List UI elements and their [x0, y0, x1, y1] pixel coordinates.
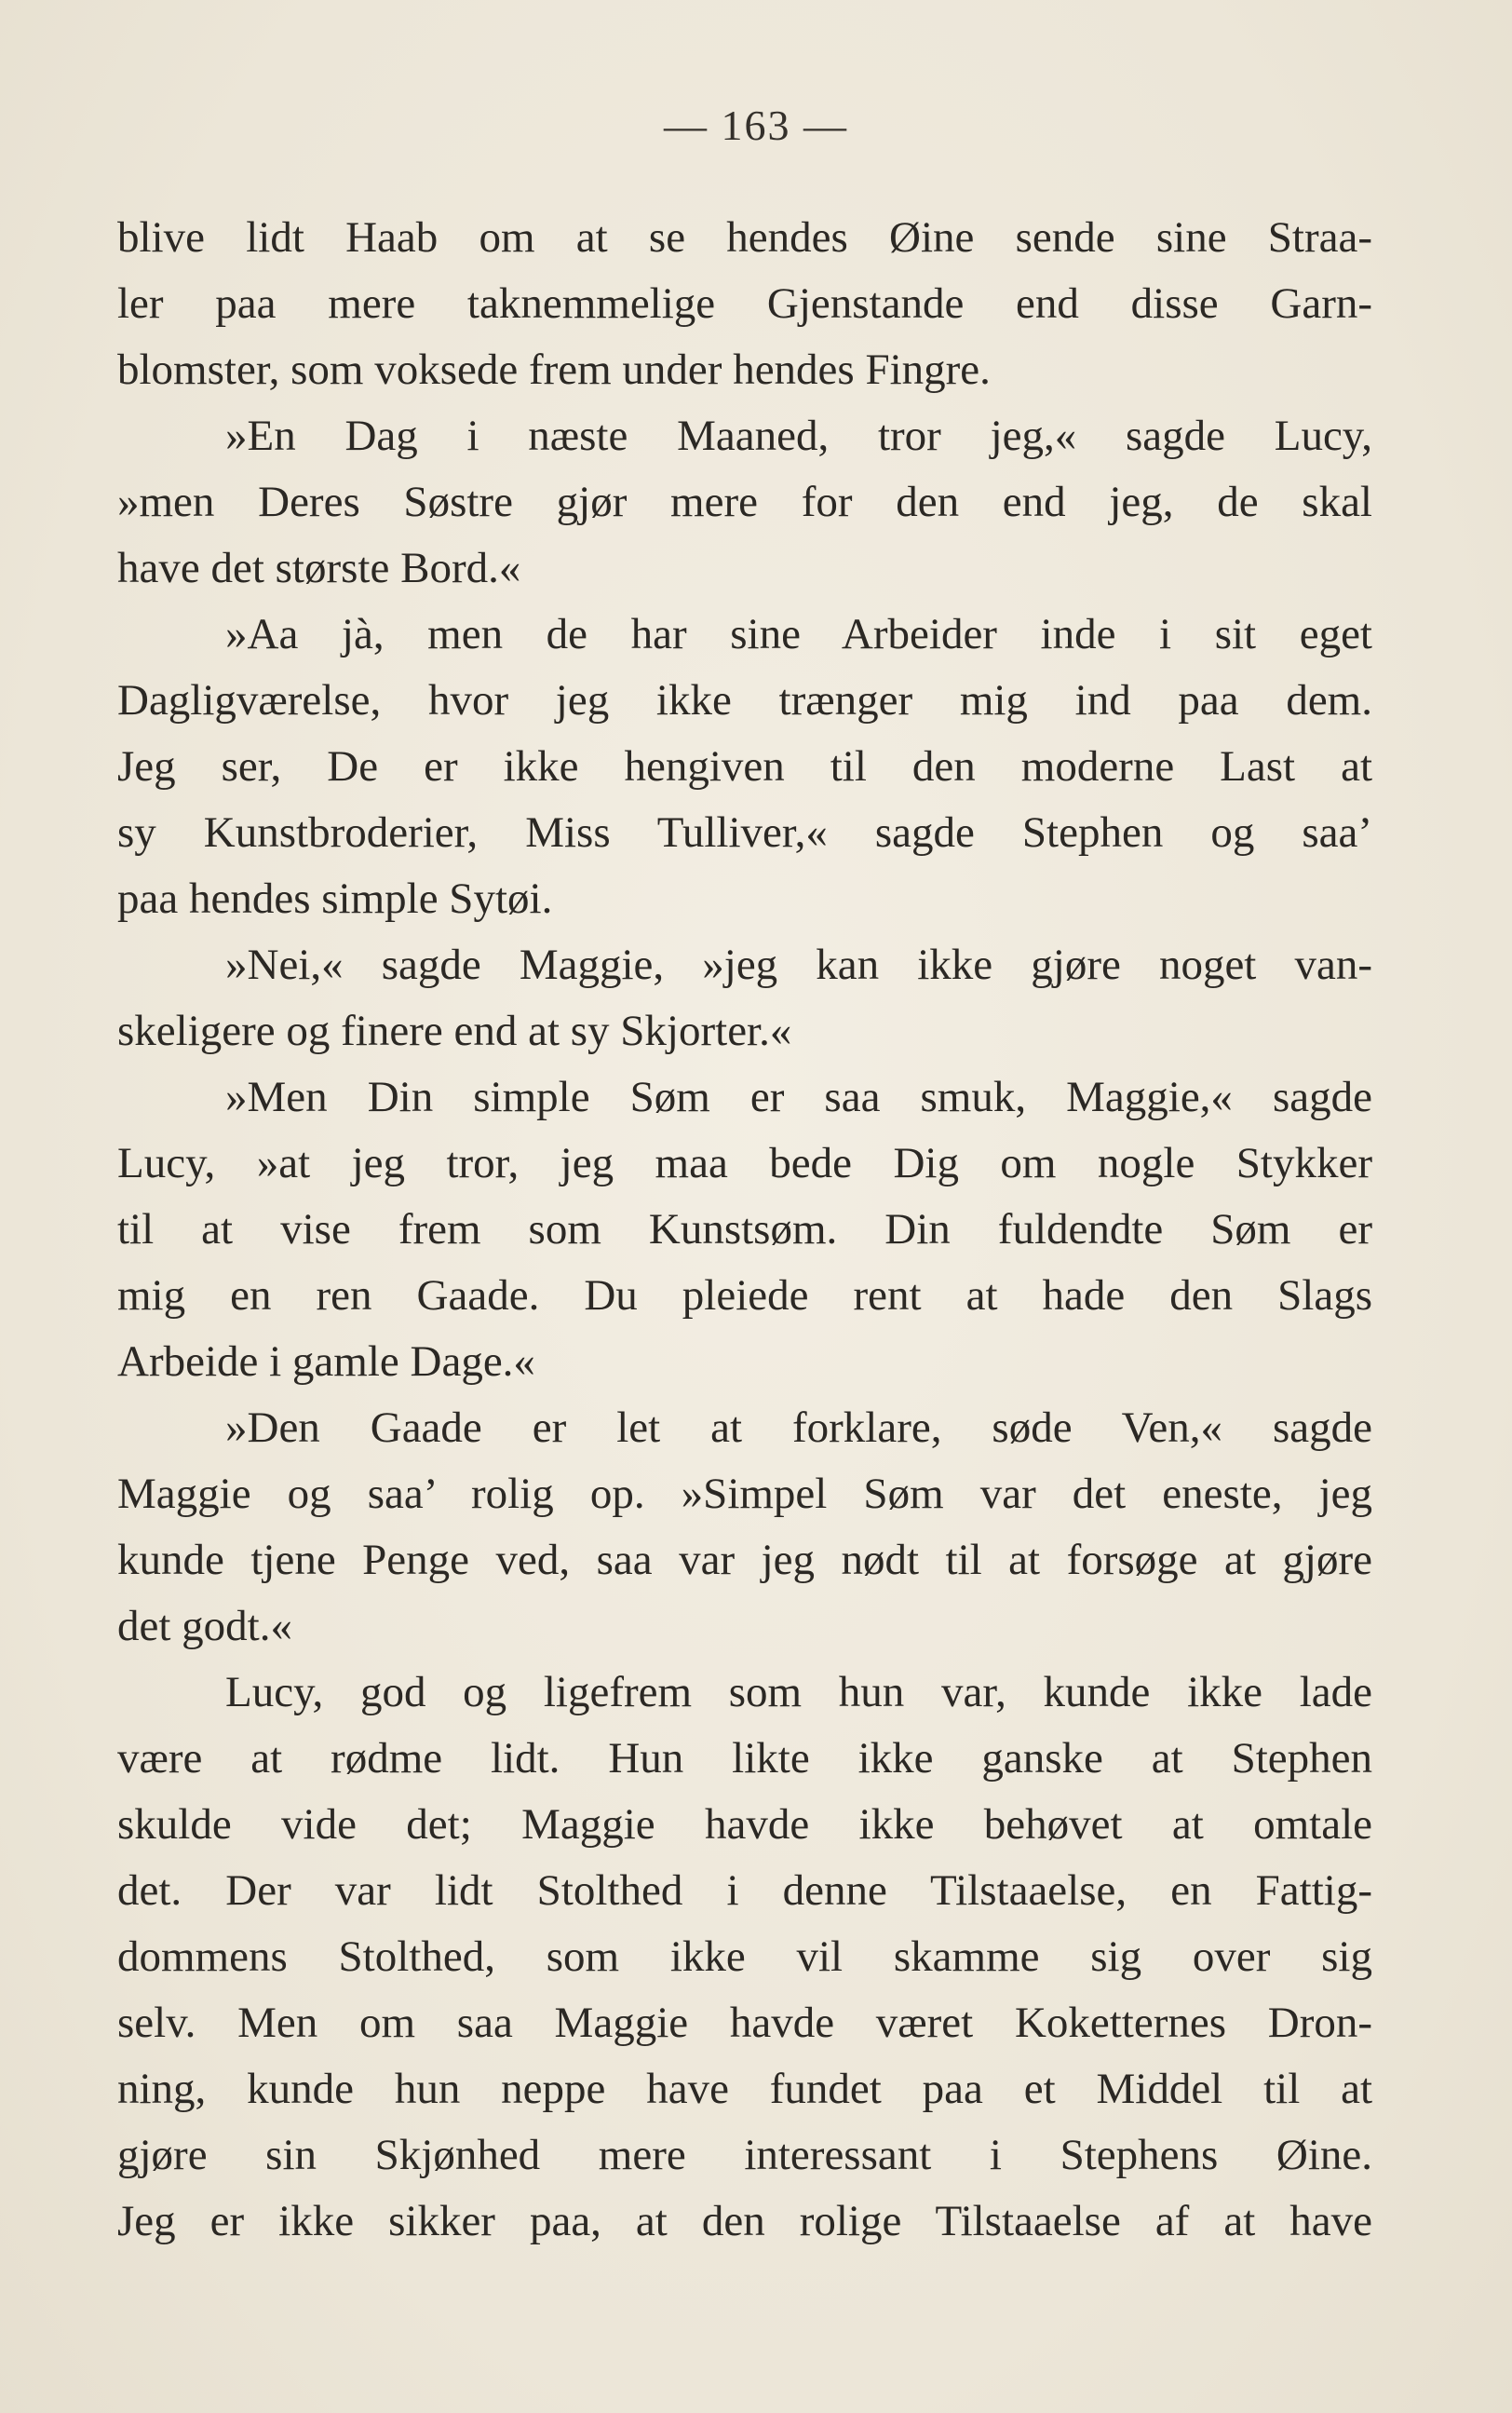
text-line: Jeg er ikke sikker paa, at den rolige Tilstaaelse af at have	[117, 2197, 1372, 2245]
text-line: »Den Gaade er let at forklare, søde Ven,« sagde	[225, 1403, 1372, 1452]
text-line: »En Dag i næste Maaned, tror jeg,« sagde Lucy,	[225, 412, 1372, 460]
text-line: »men Deres Søstre gjør mere for den end jeg, de skal	[117, 478, 1372, 526]
text-line: have det største Bord.«	[117, 544, 521, 592]
text-line: dommens Stolthed, som ikke vil skamme sig over sig	[117, 1932, 1372, 1981]
text-line: være at rødme lidt. Hun likte ikke ganske at Stephen	[117, 1734, 1372, 1783]
text-line: kunde tjene Penge ved, saa var jeg nødt til at forsøge at gjøre	[117, 1536, 1372, 1584]
text-line: det godt.«	[117, 1602, 292, 1650]
text-line: Arbeide i gamle Dage.«	[117, 1337, 535, 1386]
page-number: — 163 —	[664, 102, 848, 149]
text-line: Dagligværelse, hvor jeg ikke trænger mig ind paa dem.	[117, 676, 1372, 725]
body-text	[117, 205, 1372, 2255]
text-line: Lucy, god og ligefrem som hun var, kunde ikke lade	[225, 1668, 1372, 1716]
text-line: blomster, som voksede frem under hendes Fingre.	[117, 346, 991, 394]
text-line: »Men Din simple Søm er saa smuk, Maggie,« sagde	[225, 1073, 1372, 1121]
text-line: ler paa mere taknemmelige Gjenstande end disse Garn-	[117, 279, 1372, 328]
text-line: ning, kunde hun neppe have fundet paa et Middel til at	[117, 2065, 1372, 2113]
text-line: Jeg ser, De er ikke hengiven til den moderne Last at	[117, 742, 1372, 791]
text-line: skeligere og finere end at sy Skjorter.«	[117, 1007, 792, 1055]
text-line: »Nei,« sagde Maggie, »jeg kan ikke gjøre noget van-	[225, 941, 1372, 989]
text-line: paa hendes simple Sytøi.	[117, 874, 553, 923]
text-line: til at vise frem som Kunstsøm. Din fuldendte Søm er	[117, 1205, 1372, 1254]
text-line: selv. Men om saa Maggie havde været Koketternes Dron-	[117, 1999, 1372, 2047]
text-line: det. Der var lidt Stolthed i denne Tilstaaelse, en Fattig-	[117, 1866, 1372, 1915]
text-line: gjøre sin Skjønhed mere interessant i Stephens Øine.	[117, 2131, 1372, 2179]
text-line: Maggie og saa’ rolig op. »Simpel Søm var det eneste, jeg	[117, 1470, 1372, 1518]
text-line: sy Kunstbroderier, Miss Tulliver,« sagde Stephen og saa’	[117, 808, 1372, 857]
text-line: mig en ren Gaade. Du pleiede rent at hade den Slags	[117, 1271, 1372, 1320]
text-line: blive lidt Haab om at se hendes Øine sende sine Straa-	[117, 213, 1372, 262]
text-line: skulde vide det; Maggie havde ikke behøvet at omtale	[117, 1800, 1372, 1849]
text-line: »Aa jà, men de har sine Arbeider inde i sit eget	[225, 610, 1372, 658]
text-line: Lucy, »at jeg tror, jeg maa bede Dig om nogle Stykker	[117, 1139, 1372, 1187]
